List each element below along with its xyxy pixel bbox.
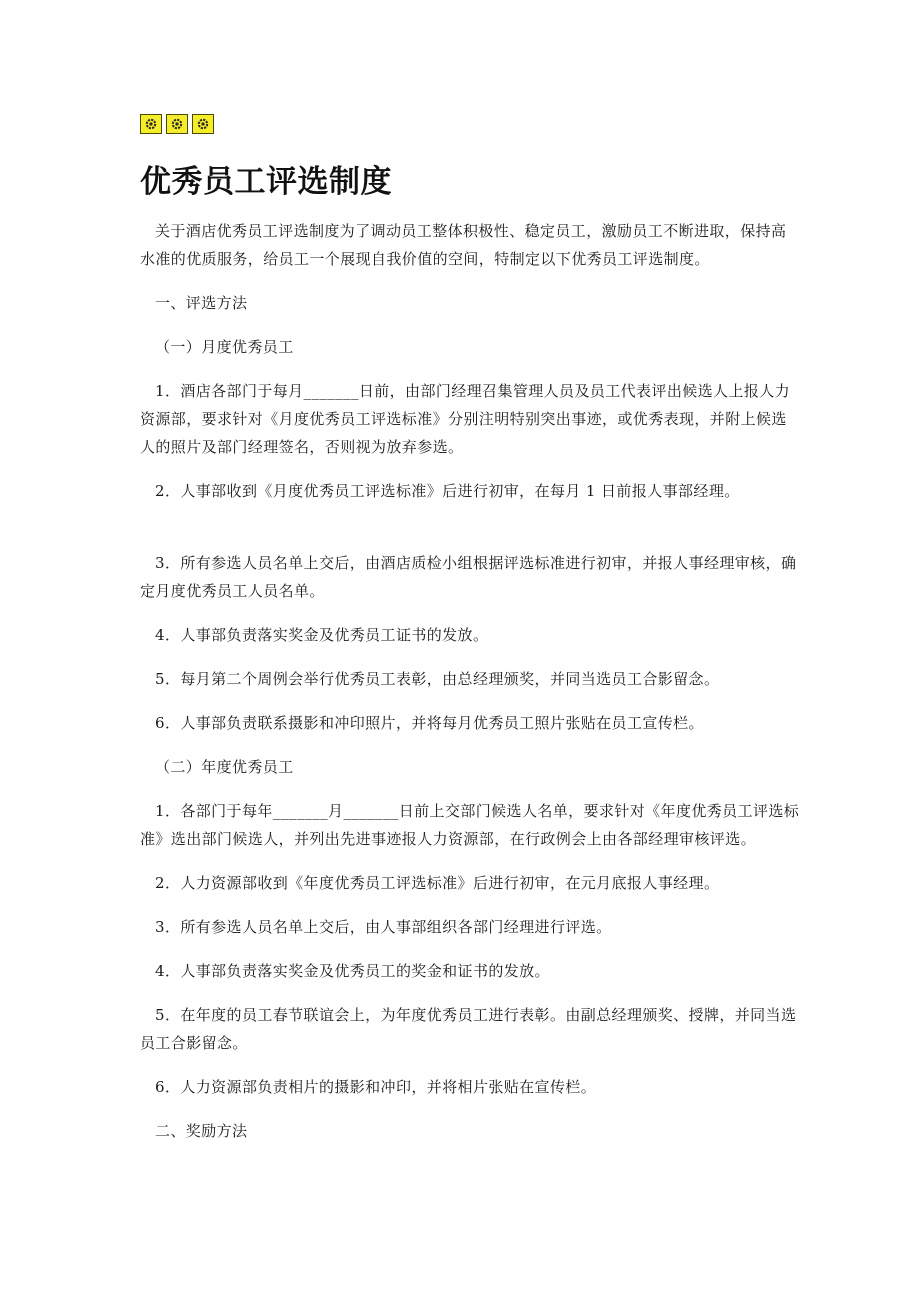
annual-item: 1．各部门于每年_______月_______日前上交部门候选人名单，要求针对《年度优秀员工评选标准》选出部门候选人，并列出先进事迹报人力资源部，在行政例会上由各部经理审核评选。 bbox=[140, 802, 800, 848]
document-page bbox=[140, 112, 800, 1145]
monthly-item: 4．人事部负责落实奖金及优秀员工证书的发放。 bbox=[155, 626, 489, 644]
page-title: 优秀员工评选制度 bbox=[140, 164, 392, 200]
annual-item: 5．在年度的员工春节联谊会上，为年度优秀员工进行表彰。由副总经理颁奖、授牌，并同当选员工合影留念。 bbox=[140, 1006, 797, 1052]
section-heading-rewards: 二、奖励方法 bbox=[155, 1122, 248, 1140]
section-heading-methods: 一、评选方法 bbox=[155, 294, 248, 312]
annual-item: 3．所有参选人员名单上交后，由人事部组织各部门经理进行评选。 bbox=[155, 918, 612, 936]
subsection-heading-annual: （二）年度优秀员工 bbox=[155, 758, 294, 776]
subsection-heading-monthly: （一）月度优秀员工 bbox=[155, 338, 294, 356]
monthly-item: 2．人事部收到《月度优秀员工评选标准》后进行初审，在每月 1 日前报人事部经理。 bbox=[155, 482, 740, 500]
icon-row bbox=[140, 112, 800, 136]
annual-item: 2．人力资源部收到《年度优秀员工评选标准》后进行初审，在元月底报人事经理。 bbox=[155, 874, 720, 892]
monthly-item: 6．人事部负责联系摄影和冲印照片，并将每月优秀员工照片张贴在员工宣传栏。 bbox=[155, 714, 704, 732]
gear-icon bbox=[166, 114, 188, 134]
monthly-item: 5．每月第二个周例会举行优秀员工表彰，由总经理颁奖，并同当选员工合影留念。 bbox=[155, 670, 720, 688]
monthly-item: 1．酒店各部门于每月_______日前，由部门经理召集管理人员及员工代表评出候选人上报人力资源部，要求针对《月度优秀员工评选标准》分别注明特别突出事迹，或优秀表现，并附上候选人的照片及部门经理签名，否则视为放弃参选。 bbox=[140, 382, 791, 456]
gear-icon bbox=[192, 114, 214, 134]
monthly-item: 3．所有参选人员名单上交后，由酒店质检小组根据评选标准进行初审，并报人事经理审核，确定月度优秀员工人员名单。 bbox=[140, 554, 797, 600]
annual-item: 6．人力资源部负责相片的摄影和冲印，并将相片张贴在宣传栏。 bbox=[155, 1078, 597, 1096]
annual-item: 4．人事部负责落实奖金及优秀员工的奖金和证书的发放。 bbox=[155, 962, 550, 980]
intro-paragraph: 关于酒店优秀员工评选制度为了调动员工整体积极性、稳定员工，激励员工不断进取，保持高水准的优质服务，给员工一个展现自我价值的空间，特制定以下优秀员工评选制度。 bbox=[140, 222, 787, 268]
gear-icon bbox=[140, 114, 162, 134]
